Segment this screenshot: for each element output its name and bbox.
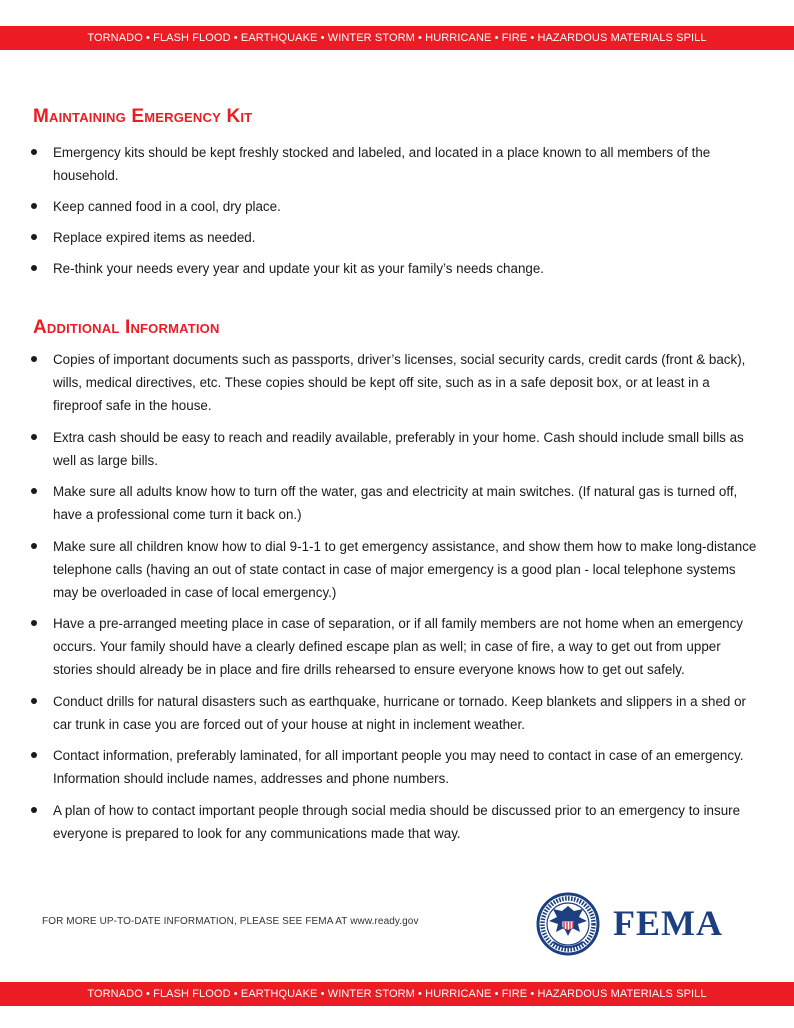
bottom-hazard-banner: TORNADO • FLASH FLOOD • EARTHQUAKE • WINTER STORM • HURRICANE • FIRE • HAZARDOUS MATERIALS SPILL: [0, 982, 794, 1006]
list-item: [0, 612, 759, 681]
bullet-dot-icon: [31, 356, 37, 362]
list-item: [0, 480, 759, 526]
list-item-text: Contact information, preferably laminated, for all important people you may need to contact in case of an emergency. Information should include names, addresses and phone numbers.: [53, 748, 744, 786]
dhs-seal-icon: [531, 892, 605, 956]
top-hazard-banner: TORNADO • FLASH FLOOD • EARTHQUAKE • WINTER STORM • HURRICANE • FIRE • HAZARDOUS MATERIALS SPILL: [0, 26, 794, 50]
list-item-text: Re-think your needs every year and update your kit as your family’s needs change.: [53, 261, 545, 276]
bullet-dot-icon: [31, 149, 37, 155]
list-item-text: Make sure all adults know how to turn off the water, gas and electricity at main switches. (If natural gas is turned off, have a professional come turn it back on.): [53, 484, 738, 522]
maintaining-kit-list: [0, 141, 759, 288]
footer-info-note: FOR MORE UP-TO-DATE INFORMATION, PLEASE SEE FEMA AT www.ready.gov: [42, 916, 419, 927]
section-title-additional-information: Additional Information: [33, 317, 220, 338]
bullet-dot-icon: [31, 698, 37, 704]
bullet-dot-icon: [31, 234, 37, 240]
list-item: [0, 690, 759, 736]
list-item-text: Copies of important documents such as passports, driver’s licenses, social security cards, credit cards (front & back), wills, medical directives, etc. These copies should be kept off site, such as in a safe deposit box, or at least in a fireproof safe in the house.: [53, 352, 746, 413]
list-item: [0, 744, 759, 790]
fema-logo-wordmark: FEMA: [613, 903, 723, 943]
bullet-dot-icon: [31, 265, 37, 271]
list-item: [0, 535, 759, 604]
bullet-dot-icon: [31, 488, 37, 494]
bullet-dot-icon: [31, 543, 37, 549]
list-item: [0, 195, 759, 218]
list-item-text: Have a pre-arranged meeting place in case of separation, or if all family members are not home when an emergency occurs. Your family should have a clearly defined escape plan as well; in case of fire, a way to get out from upper stories should already be in place and fire drills rehearsed to ensure everyone knows how to get out safely.: [53, 616, 743, 677]
list-item-text: A plan of how to contact important people through social media should be discussed prior to an emergency to insure everyone is prepared to look for any communications made that way.: [53, 802, 741, 841]
bullet-dot-icon: [31, 807, 37, 813]
list-item: [0, 799, 759, 845]
list-item-text: Extra cash should be easy to reach and readily available, preferably in your home. Cash should include small bills as well as large bills.: [53, 429, 744, 468]
bullet-dot-icon: [31, 620, 37, 626]
bullet-dot-icon: [31, 434, 37, 440]
section-title-maintaining-kit: Maintaining Emergency Kit: [33, 106, 253, 127]
list-item: [0, 426, 759, 472]
list-item-text: Replace expired items as needed.: [53, 230, 256, 245]
list-item-text: Conduct drills for natural disasters such as earthquake, hurricane or tornado. Keep blankets and slippers in a shed or car trunk in case you are forced out of your house at night in inclement weather.: [53, 693, 746, 732]
list-item-text: Make sure all children know how to dial 9-1-1 to get emergency assistance, and show them how to make long-distance telephone calls (having an out of state contact in case of major emergency is a good plan - local telephone systems may be overloaded in case of local emergency.): [53, 538, 757, 600]
list-item: [0, 348, 759, 417]
list-item: [0, 226, 759, 249]
list-item: [0, 257, 759, 280]
bullet-dot-icon: [31, 752, 37, 758]
additional-information-list: [0, 348, 759, 853]
list-item-text: Keep canned food in a cool, dry place.: [53, 199, 281, 214]
list-item-text: Emergency kits should be kept freshly stocked and labeled, and located in a place known to all members of the household.: [53, 145, 711, 183]
bullet-dot-icon: [31, 203, 37, 209]
list-item: [0, 141, 759, 187]
